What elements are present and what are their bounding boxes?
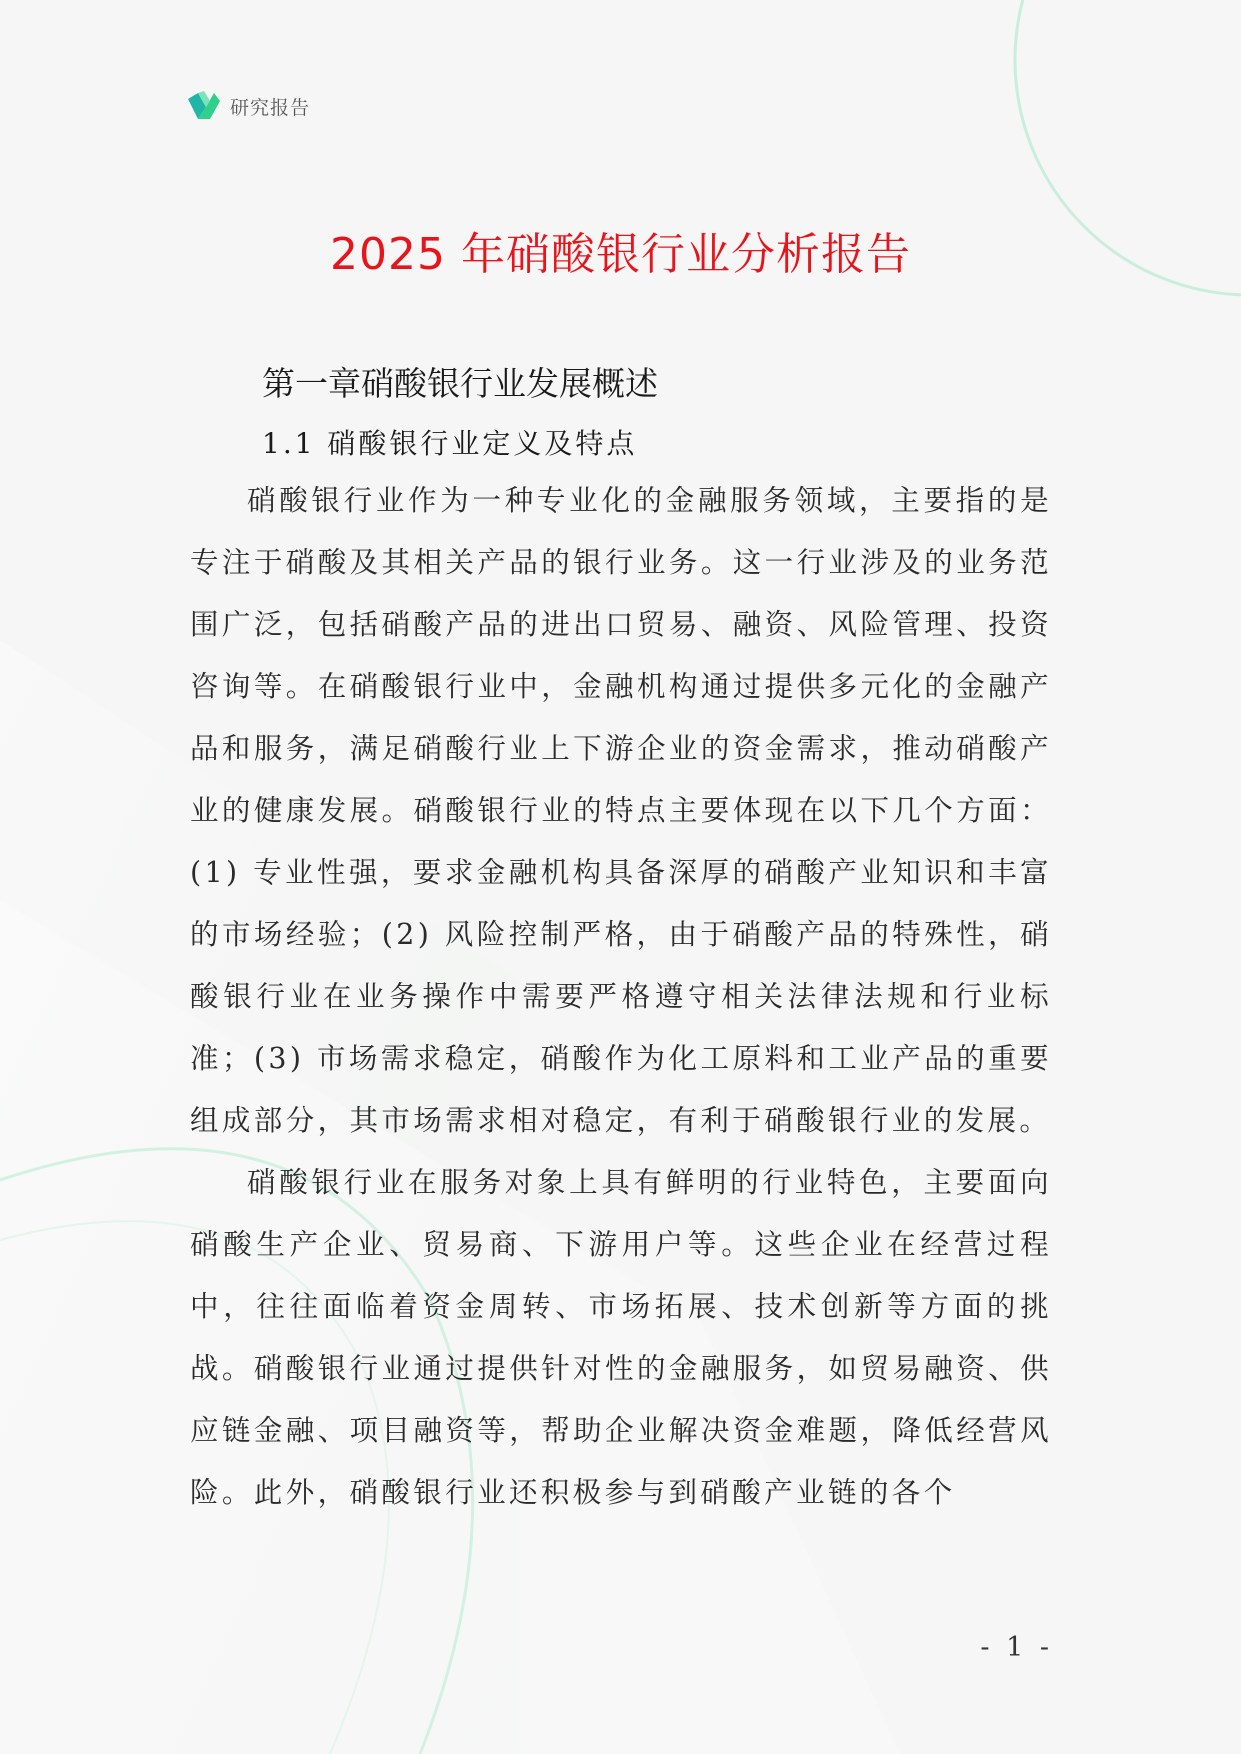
- section-heading: 1.1 硝酸银行业定义及特点: [262, 427, 638, 460]
- chapter-heading: 第一章硝酸银行业发展概述: [262, 364, 658, 403]
- paragraph: 硝酸银行业作为一种专业化的金融服务领域，主要指的是专注于硝酸及其相关产品的银行业务。这一行业涉及的业务范围广泛，包括硝酸产品的进出口贸易、融资、风险管理、投资咨询等。在硝酸银行业中，金融机构通过提供多元化的金融产品和服务，满足硝酸行业上下游企业的资金需求，推动硝酸产业的健康发展。硝酸银行业的特点主要体现在以下几个方面：(1) 专业性强，要求金融机构具备深厚的硝酸产业知识和丰富的市场经验；(2) 风险控制严格，由于硝酸产品的特殊性，硝酸银行业在业务操作中需要严格遵守相关法律法规和行业标准；(3) 市场需求稳定，硝酸作为化工原料和工业产品的重要组成部分，其市场需求相对稳定，有利于硝酸银行业的发展。: [190, 484, 1052, 1137]
- header-label: 研究报告: [230, 96, 311, 119]
- document-header: [186, 88, 310, 124]
- brand-logo-icon: [186, 89, 222, 123]
- body-text: [190, 470, 1052, 1524]
- page-number: - 1 -: [980, 1632, 1053, 1663]
- paragraph: 硝酸银行业在服务对象上具有鲜明的行业特色，主要面向硝酸生产企业、贸易商、下游用户等。这些企业在经营过程中，往往面临着资金周转、市场拓展、技术创新等方面的挑战。硝酸银行业通过提供针对性的金融服务，如贸易融资、供应链金融、项目融资等，帮助企业解决资金难题，降低经营风险。此外，硝酸银行业还积极参与到硝酸产业链的各个: [190, 1166, 1052, 1509]
- document-title: 2025 年硝酸银行业分析报告: [330, 229, 911, 280]
